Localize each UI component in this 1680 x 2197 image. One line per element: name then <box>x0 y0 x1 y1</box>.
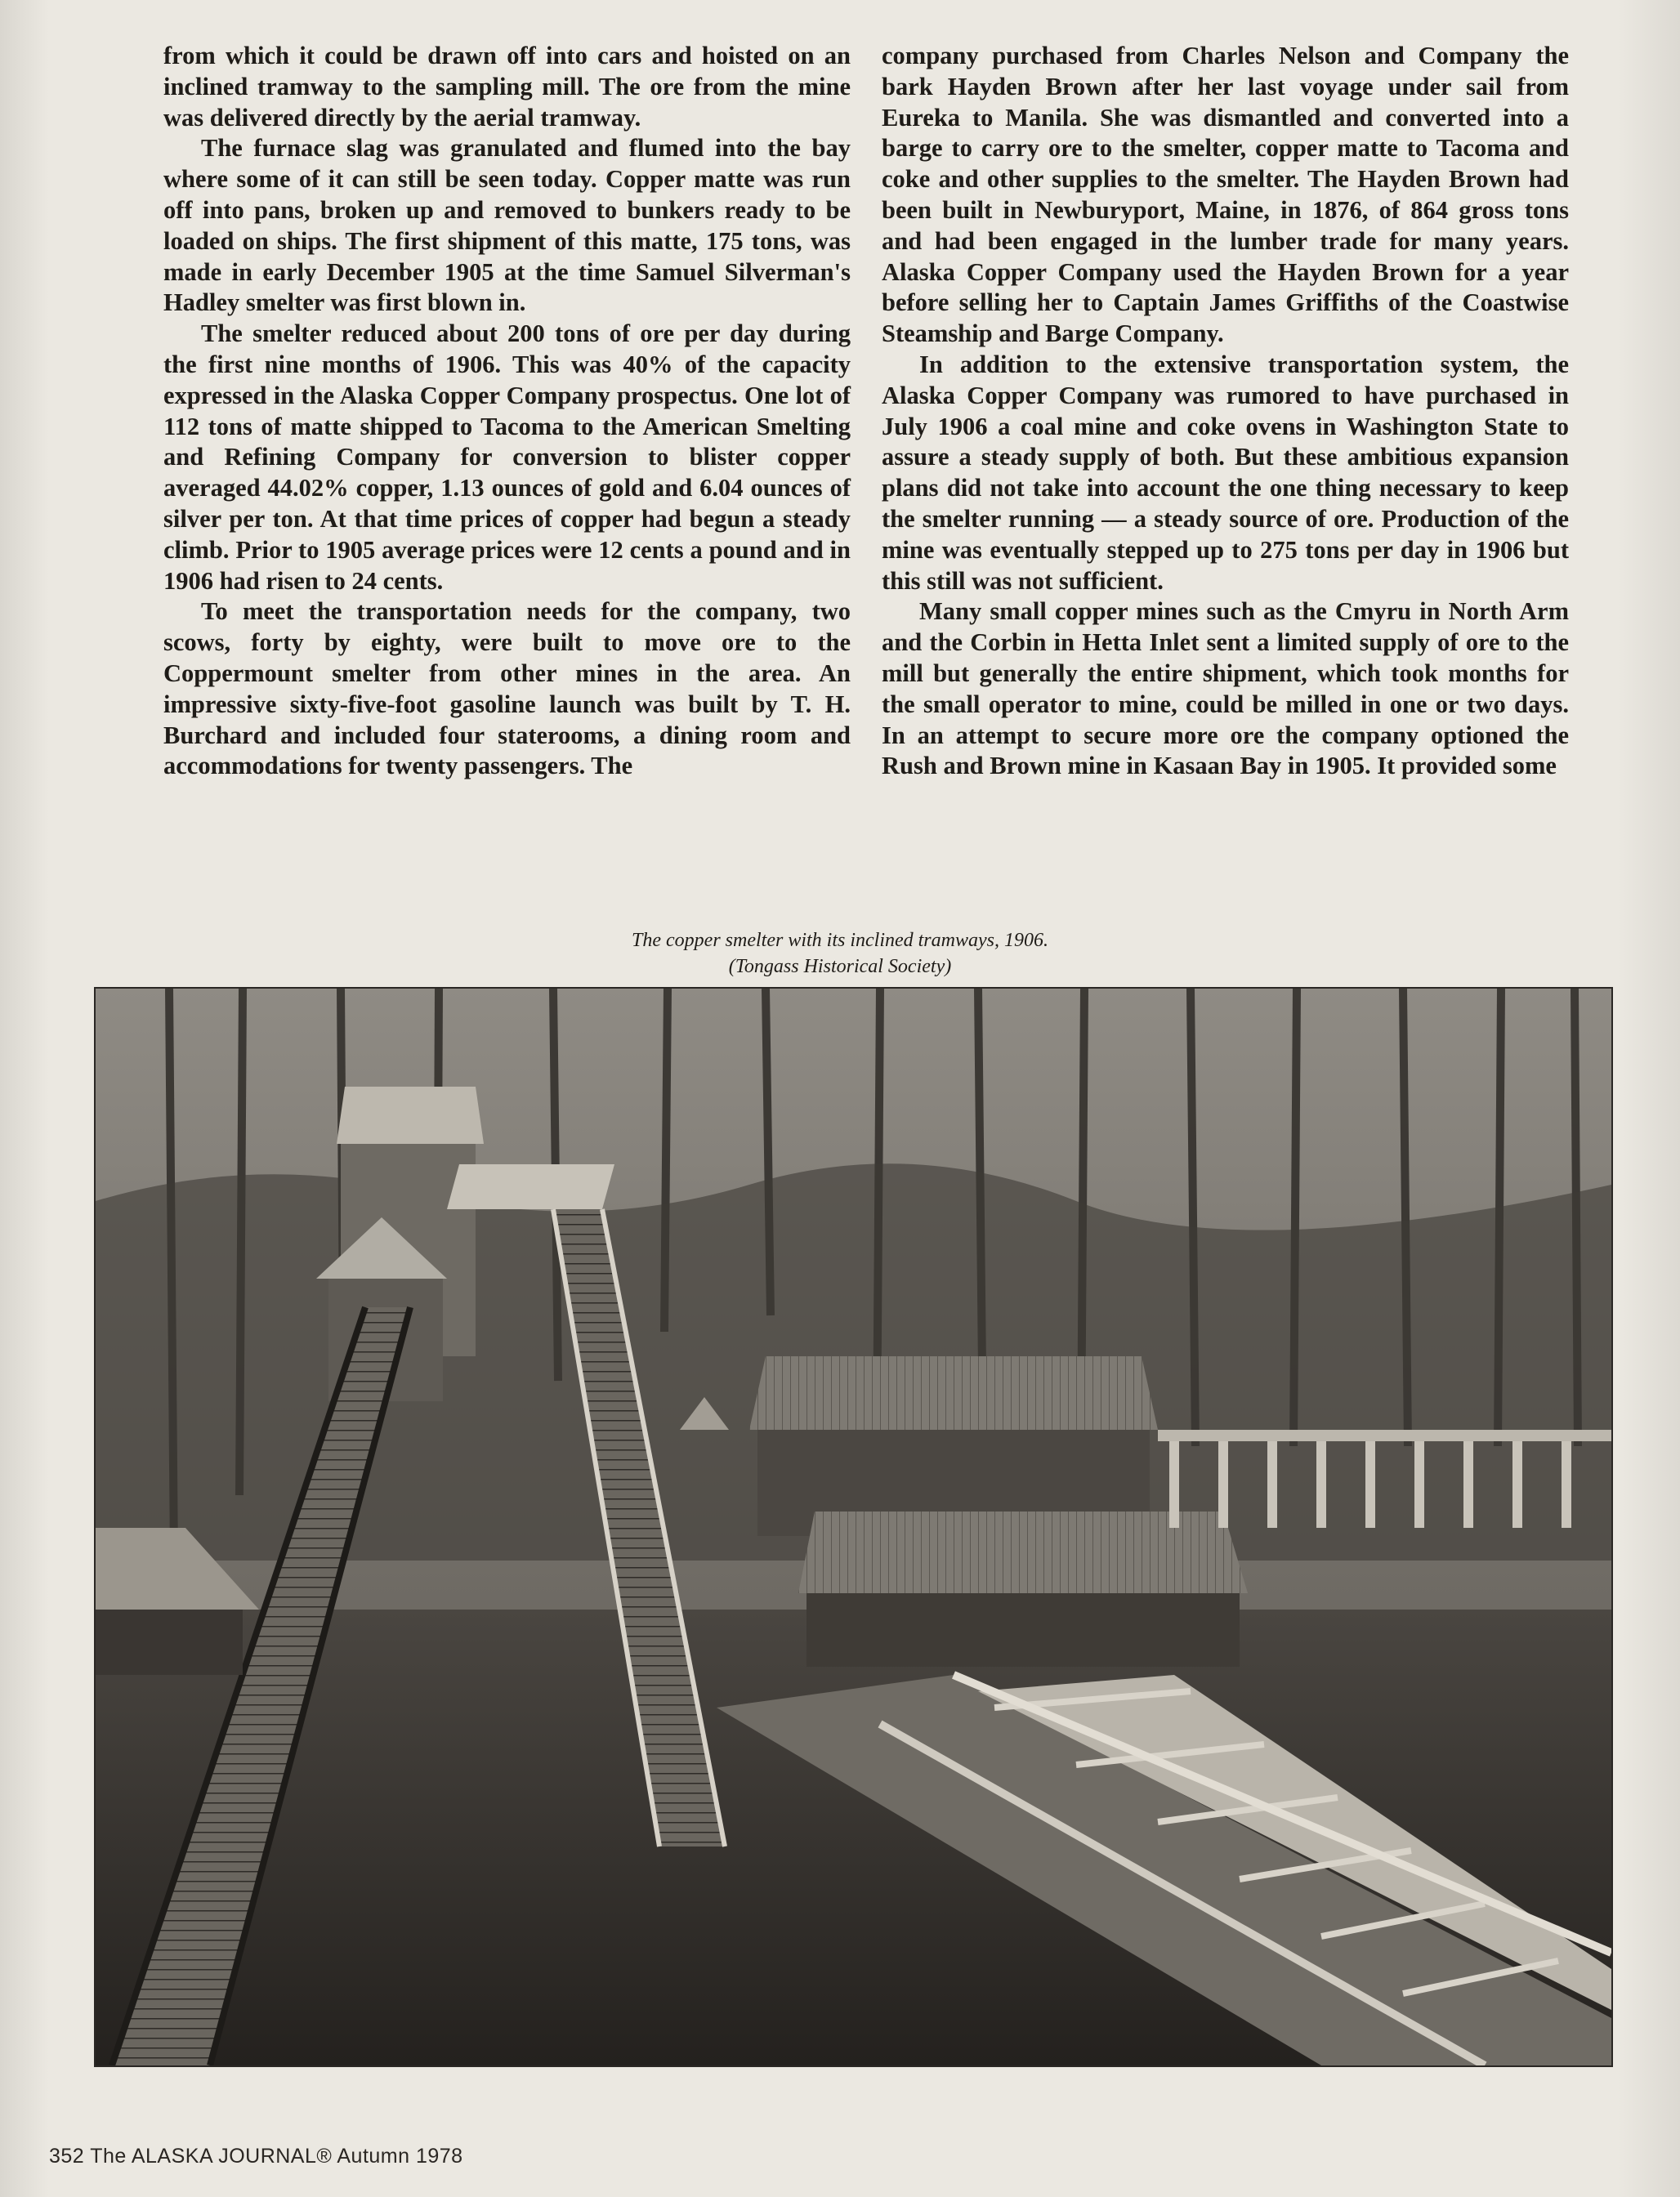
article-body <box>163 41 1569 899</box>
paragraph: Many small copper mines such as the Cmyru in North Arm and the Corbin in Hetta Inlet sent a limited supply of ore to the mill but generally the entire shipment, which took months for the small operator to mine, could be milled in one or two days. In an attempt to secure more ore the company optioned the Rush and Brown mine in Kasaan Bay in 1905. It provided some <box>882 597 1569 780</box>
right-column <box>882 41 1569 899</box>
smelter-photograph <box>94 987 1613 2067</box>
left-column <box>163 41 851 899</box>
smelter-photo-illustration <box>96 989 1611 2065</box>
caption-credit: (Tongass Historical Society) <box>728 956 952 977</box>
paragraph: In addition to the extensive transportation system, the Alaska Copper Company was rumored to have purchased in July 1906 a coal mine and coke ovens in Washington State to assure a steady supply of both. But these ambitious expansion plans did not take into account the one thing necessary to keep the smelter running — a steady source of ore. Production of the mine was eventually stepped up to 275 tons per day in 1906 but this still was not sufficient. <box>882 350 1569 595</box>
figure-caption <box>0 927 1680 980</box>
paragraph: The smelter reduced about 200 tons of ore per day during the first nine months of 1906. This was 40% of the capacity expressed in the Alaska Copper Company prospectus. One lot of 112 tons of matte shipped to Tacoma to the American Smelting and Refining Company for conversion to blister copper averaged 44.02% copper, 1.13 ounces of gold and 6.04 ounces of silver per ton. At that time prices of copper had begun a steady climb. Prior to 1905 average prices were 12 cents a pound and in 1906 had risen to 24 cents. <box>163 319 851 595</box>
paragraph: company purchased from Charles Nelson and Company the bark Hayden Brown after her last voyage under sail from Eureka to Manila. She was dismantled and converted into a barge to carry ore to the smelter, copper matte to Tacoma and coke and other supplies to the smelter. The Hayden Brown had been built in Newburyport, Maine, in 1876, of 864 gross tons and had been engaged in the lumber trade for many years. Alaska Copper Company used the Hayden Brown for a year before selling her to Captain James Griffiths of the Coastwise Steamship and Barge Company. <box>882 42 1569 348</box>
paragraph: from which it could be drawn off into cars and hoisted on an inclined tramway to the sampling mill. The ore from the mine was delivered directly by the aerial tramway. <box>163 42 851 132</box>
paragraph: To meet the transportation needs for the company, two scows, forty by eighty, were built to move ore to the Coppermount smelter from other mines in the area. An impressive sixty-five-foot gasoline launch was built by T. H. Burchard and included four staterooms, a dining room and accommodations for twenty passengers. The <box>163 597 851 780</box>
paragraph: The furnace slag was granulated and flumed into the bay where some of it can still be seen today. Copper matte was run off into pans, broken up and removed to bunkers ready to be loaded on ships. The first shipment of this matte, 175 tons, was made in early December 1905 at the time Samuel Silverman's Hadley smelter was first blown in. <box>163 134 851 317</box>
page-footer: 352 The ALASKA JOURNAL® Autumn 1978 <box>49 2145 463 2168</box>
caption-title: The copper smelter with its inclined tramways, 1906. <box>632 930 1048 951</box>
